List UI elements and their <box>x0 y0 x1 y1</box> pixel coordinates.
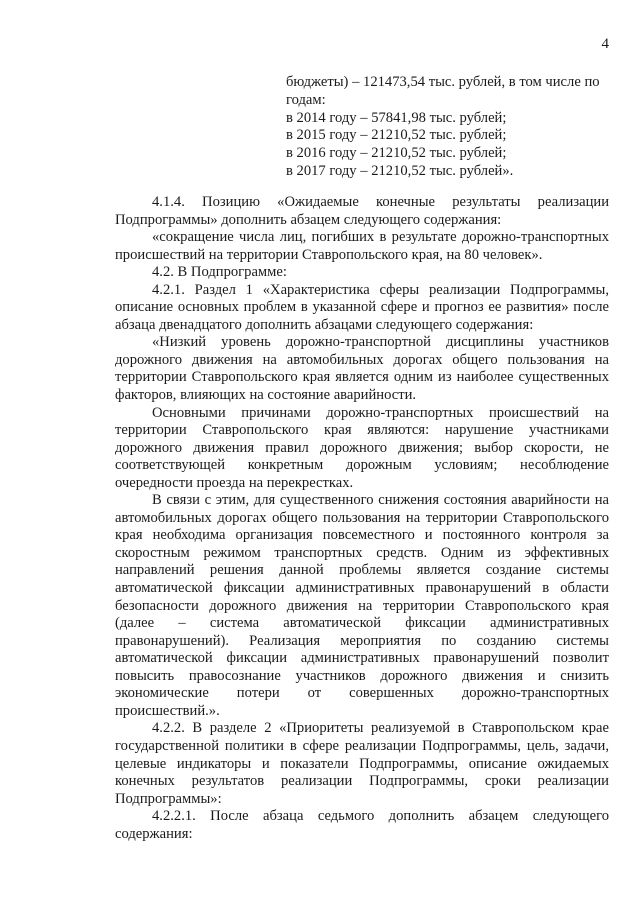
budget-line: в 2016 году – 21210,52 тыс. рублей; <box>286 145 507 162</box>
paragraph-4-2-1: 4.2.1. Раздел 1 «Характеристика сферы реализации Подпрограммы, описание основных проблем в указанной сфере и прогноз ее развития» после абзаца двенадцатого дополнить абзацами следующего содержания: <box>115 281 609 333</box>
budget-block <box>286 74 616 181</box>
budget-line: в 2017 году – 21210,52 тыс. рублей». <box>286 162 514 179</box>
budget-line: годам: <box>286 91 326 108</box>
paragraph-main-causes: Основными причинами дорожно-транспортных происшествий на территории Ставропольского края являются: нарушение участниками дорожного движения правил дорожного движения; выбор скорости, не соответствующей конкретным дорожным условиям; несоблюдение очередности проезда на перекрестках. <box>115 404 609 491</box>
paragraph-4-1-4: 4.1.4. Позицию «Ожидаемые конечные результаты реализации Подпрограммы» дополнить абзацем следующего содержания: <box>115 194 609 228</box>
budget-line: бюджеты) – 121473,54 тыс. рублей, в том числе по <box>286 74 600 90</box>
paragraph-low-discipline: «Низкий уровень дорожно-транспортной дисциплины участников дорожного движения на автомобильных дорогах общего пользования на территории Ставропольского края является одним из наиболее существенных факторов, влияющих на состояние аварийности. <box>115 334 609 404</box>
page-number: 4 <box>601 36 609 52</box>
paragraph-4-2-2-1: 4.2.2.1. После абзаца седьмого дополнить абзацем следующего содержания: <box>115 808 609 842</box>
paragraph-4-2-2: 4.2.2. В разделе 2 «Приоритеты реализуемой в Ставропольском крае государственной политики в сфере реализации Подпрограммы, цель, задачи, целевые индикаторы и показатели Подпрограммы, описание ожидаемых конечных результатов реализации Подпрограммы, сроки реализации Подпрограммы»: <box>115 720 609 807</box>
document-body <box>115 194 609 843</box>
budget-line: в 2015 году – 21210,52 тыс. рублей; <box>286 127 507 144</box>
paragraph-quote-reduction: «сокращение числа лиц, погибших в результате дорожно-транспортных происшествий на территории Ставропольского края, на 80 человек». <box>115 229 609 263</box>
paragraph-in-connection: В связи с этим, для существенного снижения состояния аварийности на автомобильных дорогах общего пользования на территории Ставропольского края необходима организация повсеместного и постоянного контроля за скоростным режимом транспортных средств. Одним из эффективных направлений решения данной проблемы является создание системы автоматической фиксации административных правонарушений в области безопасности дорожного движения на территории Ставропольского края (далее – система автоматической фиксации административных правонарушений). Реализация мероприятия по созданию системы автоматической фиксации административных правонарушений позволит повысить правосознание участников дорожного движения и снизить экономические потери от совершенных дорожно-транспортных происшествий.». <box>115 492 609 719</box>
budget-line: в 2014 году – 57841,98 тыс. рублей; <box>286 109 507 126</box>
paragraph-4-2: 4.2. В Подпрограмме: <box>152 264 287 281</box>
